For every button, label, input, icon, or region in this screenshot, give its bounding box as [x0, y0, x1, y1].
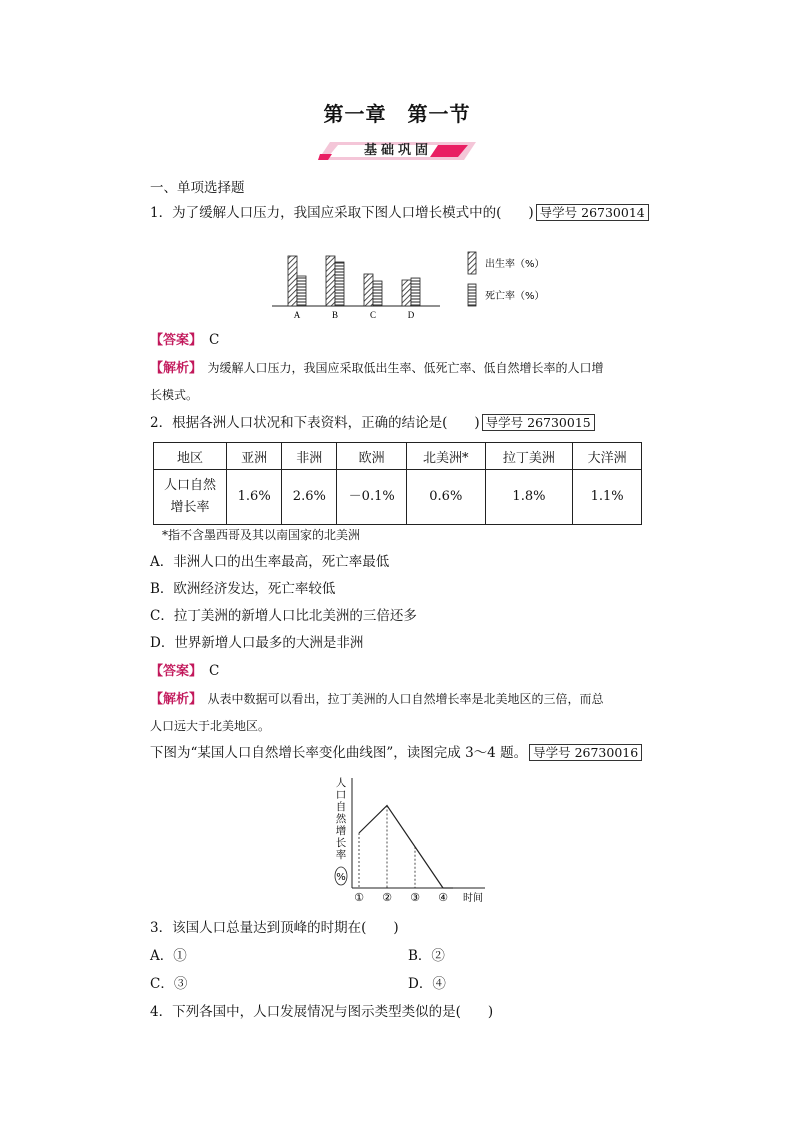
- question-3: 3．该国人口总量达到顶峰的时期在( ): [150, 920, 399, 936]
- y-label-char: 口: [335, 789, 347, 801]
- analysis-2-cont: 人口远大于北美地区。: [150, 719, 271, 733]
- legend-label: 出生率（%）: [485, 259, 545, 270]
- option-a: A．非洲人口的出生率最高，死亡率最低: [150, 554, 390, 570]
- legend-label: 死亡率（%）: [485, 291, 545, 302]
- banner-label: 基础巩固: [363, 143, 432, 158]
- table-cell: 1.6%: [227, 470, 282, 525]
- row-label: 人口自然 增长率: [154, 470, 227, 525]
- guide-number: 导学号 26730014: [536, 204, 649, 221]
- question-1: [150, 203, 649, 223]
- analysis-label: 【解析】: [150, 361, 196, 376]
- table-header: 非洲: [282, 443, 337, 470]
- answer-1: [150, 330, 219, 351]
- table-header: 拉丁美洲: [485, 443, 573, 470]
- q3-option-c: C．③: [150, 976, 188, 992]
- analysis-2: 【解析】 从表中数据可以看出，拉丁美洲的人口自然增长率是北美地区的三倍，而总: [150, 692, 604, 707]
- table-cell: 0.6%: [406, 470, 485, 525]
- option-b: B．欧洲经济发达，死亡率较低: [150, 581, 336, 597]
- y-label-char: 增: [335, 825, 347, 837]
- x-axis-label: 时间: [463, 893, 483, 904]
- bar-C-0: [364, 274, 373, 306]
- y-label-char: 然: [335, 813, 347, 825]
- bar-B-1: [335, 262, 344, 306]
- unit-label: %: [336, 872, 346, 883]
- bar-D-0: [402, 280, 411, 306]
- table-header: 大洋洲: [573, 443, 642, 470]
- table-cell: －0.1%: [337, 470, 407, 525]
- growth-line: [359, 806, 443, 889]
- bar-C-1: [373, 281, 382, 306]
- analysis-1: 【解析】 为缓解人口压力，我国应采取低出生率、低死亡率、低自然增长率的人口增: [150, 361, 604, 376]
- answer-label: 【答案】: [150, 333, 196, 348]
- bar-D-1: [411, 278, 420, 306]
- table-cell: 1.8%: [485, 470, 573, 525]
- answer-value: C: [209, 332, 220, 348]
- answer-value: C: [209, 663, 220, 679]
- analysis-label: 【解析】: [150, 692, 196, 707]
- bar-chart: [268, 244, 568, 326]
- guide-number: 导学号 26730015: [482, 414, 595, 431]
- legend-swatch: [468, 284, 476, 306]
- option-d: D．世界新增人口最多的大洲是非洲: [150, 635, 364, 651]
- category-label: A: [293, 310, 301, 320]
- category-label: D: [407, 310, 415, 320]
- question-4: 4．下列各国中，人口发展情况与图示类型类似的是( ): [150, 1004, 494, 1020]
- page-title: 第一章 第一节: [323, 102, 471, 126]
- table-note: *指不含墨西哥及其以南国家的北美洲: [162, 528, 361, 542]
- table-header: 亚洲: [227, 443, 282, 470]
- table-cell: 2.6%: [282, 470, 337, 525]
- y-label-char: 率: [335, 849, 347, 861]
- table-header: 地区: [154, 443, 227, 470]
- option-c: C．拉丁美洲的新增人口比北美洲的三倍还多: [150, 608, 417, 624]
- line-chart: [330, 772, 495, 908]
- bar-B-0: [326, 256, 335, 306]
- table-header-row: [154, 443, 642, 470]
- x-tick-label: ①: [354, 891, 364, 904]
- y-label-char: 长: [335, 837, 347, 849]
- answer-2: [150, 661, 219, 682]
- y-label-char: 人: [335, 777, 347, 789]
- question-2-text: 2．根据各洲人口状况和下表资料，正确的结论是( ): [150, 415, 480, 431]
- table-cell: 1.1%: [573, 470, 642, 525]
- x-tick-label: ③: [410, 891, 420, 904]
- q3-option-d: D．④: [408, 976, 446, 992]
- y-label-char: 自: [335, 801, 347, 813]
- guide-number: 导学号 26730016: [529, 744, 642, 761]
- x-tick-label: ④: [438, 891, 448, 904]
- section-heading: 一、单项选择题: [150, 180, 245, 196]
- q3-option-a: A．①: [150, 948, 187, 964]
- table-row: [154, 470, 642, 525]
- table-header: 欧洲: [337, 443, 407, 470]
- category-label: C: [369, 310, 377, 320]
- x-tick-label: ②: [382, 891, 392, 904]
- question-1-text: 1．为了缓解人口压力，我国应采取下图人口增长模式中的( ): [150, 205, 534, 221]
- bar-A-1: [297, 276, 306, 306]
- category-label: B: [331, 310, 339, 320]
- legend-swatch: [468, 252, 476, 274]
- analysis-1-cont: 长模式。: [150, 388, 199, 402]
- bar-A-0: [288, 256, 297, 306]
- growth-rate-table: [153, 442, 642, 525]
- q3-option-b: B．②: [408, 948, 445, 964]
- question-2: [150, 413, 595, 433]
- answer-label: 【答案】: [150, 664, 196, 679]
- table-header: 北美洲*: [406, 443, 485, 470]
- intro-3-4: 下图为“某国人口自然增长率变化曲线图”，读图完成 3～4 题。 导学号 26730016: [150, 743, 642, 763]
